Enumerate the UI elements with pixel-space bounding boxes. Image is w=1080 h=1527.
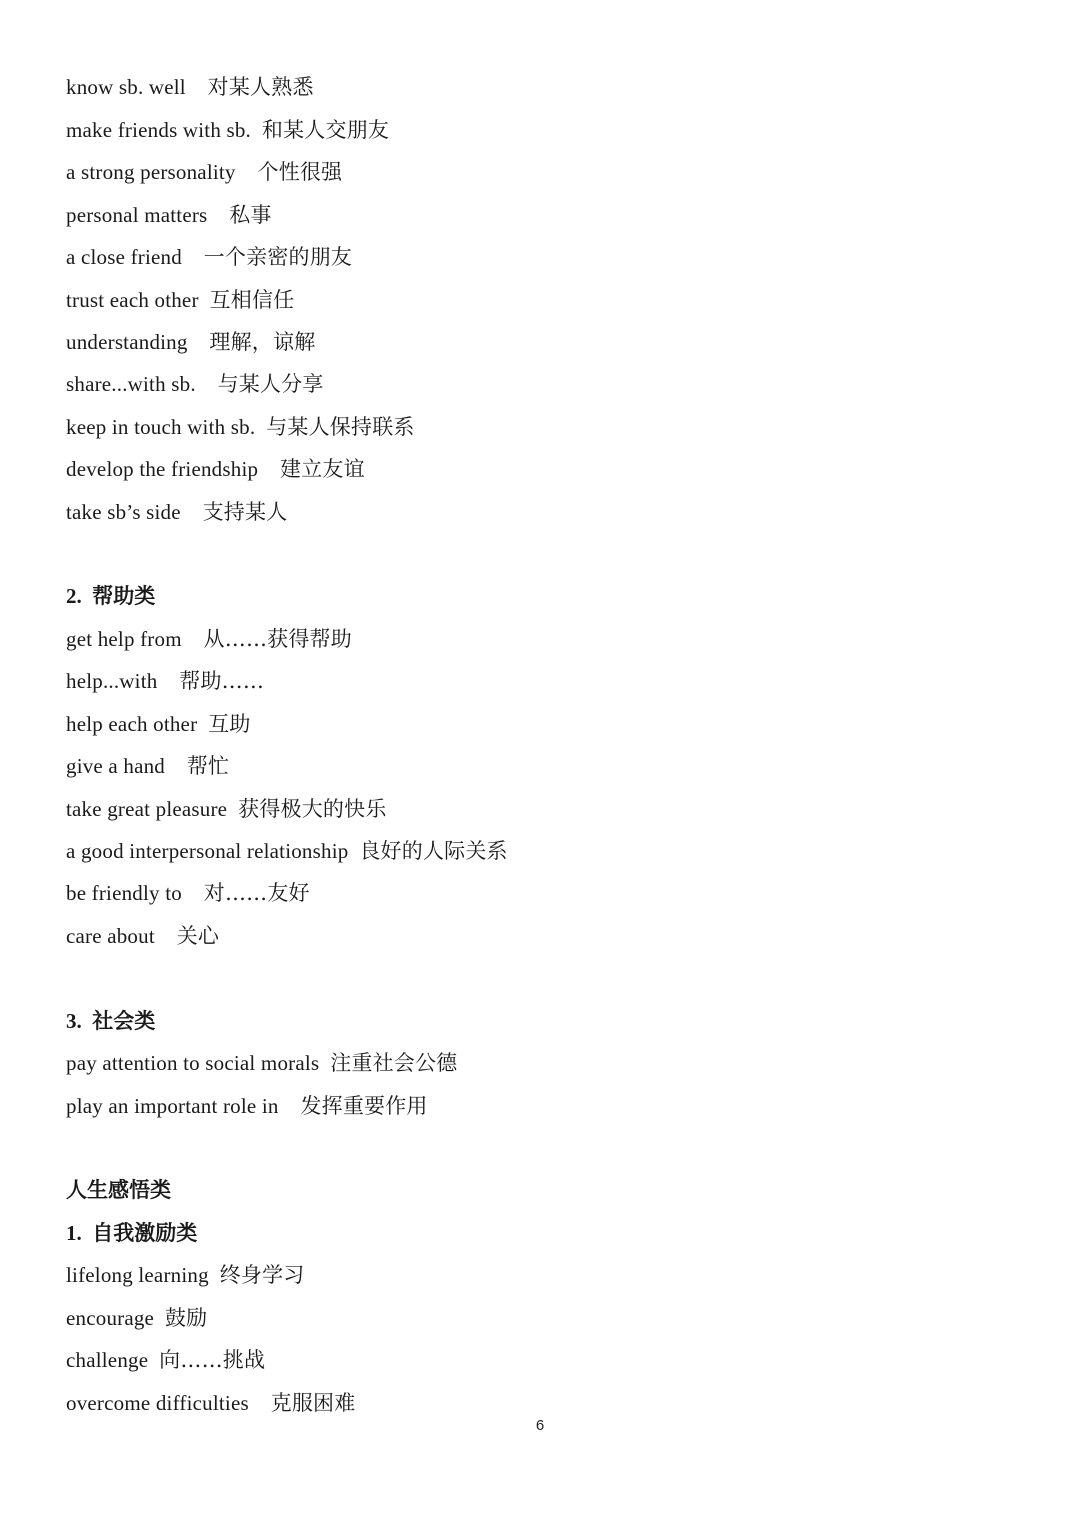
vocab-line: know sb. well 对某人熟悉 bbox=[66, 75, 314, 99]
section-heading-help: 2. 帮助类 bbox=[66, 584, 156, 608]
section-heading-life: 人生感悟类 bbox=[66, 1178, 171, 1202]
vocab-line: help...with 帮助…… bbox=[66, 669, 265, 693]
vocab-line: take great pleasure 获得极大的快乐 bbox=[66, 797, 387, 821]
vocab-line: understanding 理解，谅解 bbox=[66, 330, 316, 354]
vocab-line: get help from 从……获得帮助 bbox=[66, 627, 352, 651]
vocab-line: care about 关心 bbox=[66, 924, 220, 948]
page-number: 6 bbox=[535, 1417, 545, 1434]
vocab-line: keep in touch with sb. 与某人保持联系 bbox=[66, 415, 415, 439]
vocab-line: overcome difficulties 克服困难 bbox=[66, 1391, 356, 1415]
section-heading-society: 3. 社会类 bbox=[66, 1009, 156, 1033]
vocab-line: a strong personality 个性很强 bbox=[66, 160, 343, 184]
vocab-line: personal matters 私事 bbox=[66, 203, 272, 227]
vocab-line: help each other 互助 bbox=[66, 712, 251, 736]
vocab-line: play an important role in 发挥重要作用 bbox=[66, 1094, 428, 1118]
vocab-line: a close friend 一个亲密的朋友 bbox=[66, 245, 353, 269]
vocab-line: take sb’s side 支持某人 bbox=[66, 500, 288, 524]
vocab-line: share...with sb. 与某人分享 bbox=[66, 372, 324, 396]
vocab-line: encourage 鼓励 bbox=[66, 1306, 208, 1330]
vocab-line: develop the friendship 建立友谊 bbox=[66, 457, 365, 481]
vocab-line: be friendly to 对……友好 bbox=[66, 881, 310, 905]
vocab-line: trust each other 互相信任 bbox=[66, 288, 295, 312]
vocab-line: lifelong learning 终身学习 bbox=[66, 1263, 305, 1287]
vocab-line: challenge 向……挑战 bbox=[66, 1348, 266, 1372]
vocab-line: a good interpersonal relationship 良好的人际关系 bbox=[66, 839, 508, 863]
subsection-heading-self-motivation: 1. 自我激励类 bbox=[66, 1221, 198, 1245]
vocab-line: give a hand 帮忙 bbox=[66, 754, 230, 778]
vocab-line: pay attention to social morals 注重社会公德 bbox=[66, 1051, 458, 1075]
vocab-line: make friends with sb. 和某人交朋友 bbox=[66, 118, 390, 142]
